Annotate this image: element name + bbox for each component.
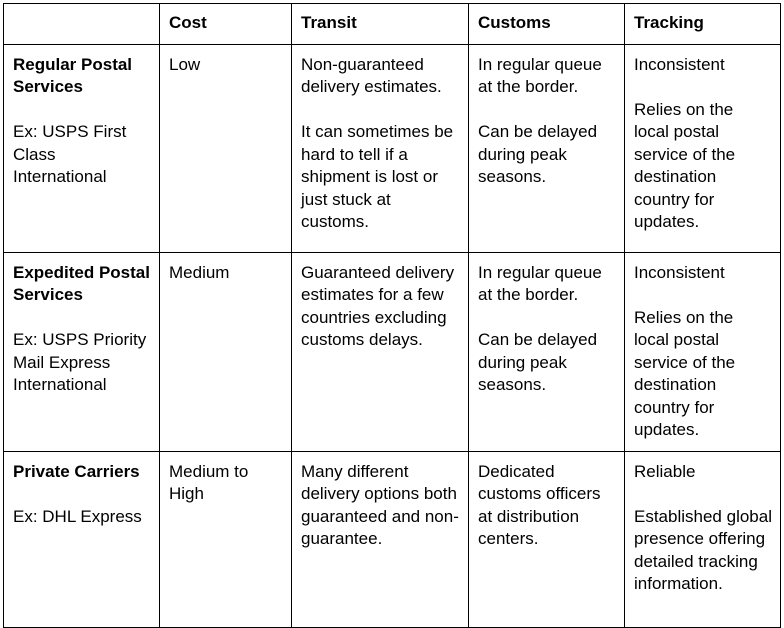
service-cell [4, 252, 160, 451]
header-tracking: Tracking [625, 4, 781, 45]
transit-text: Guaranteed delivery estimates for a few countries excluding customs delays. [301, 262, 455, 349]
service-name: Regular Postal Services [13, 54, 133, 96]
customs-cell [469, 252, 625, 451]
cost-cell [160, 44, 292, 252]
header-cost: Cost [160, 4, 292, 45]
table-row [4, 451, 781, 627]
header-empty-cell [4, 4, 160, 45]
shipping-comparison-table [3, 3, 781, 628]
tracking-text: Inconsistent [634, 54, 725, 74]
header-transit: Transit [292, 4, 469, 45]
header-row [4, 4, 781, 45]
service-cell [4, 44, 160, 252]
service-example: Ex: USPS Priority Mail Express International [13, 330, 147, 394]
service-name: Private Carriers [13, 461, 140, 481]
table-row [4, 252, 781, 451]
service-cell [4, 451, 160, 627]
customs-text: In regular queue at the border. [478, 262, 602, 304]
service-example: Ex: DHL Express [13, 506, 142, 526]
transit-text: It can sometimes be hard to tell if a shipment is lost or just stuck at customs. [301, 122, 454, 231]
tracking-cell [625, 451, 781, 627]
transit-text: Many different delivery options both guaranteed and non-guarantee. [301, 461, 459, 548]
cost-cell [160, 252, 292, 451]
tracking-text: Established global presence offering detailed tracking information. [634, 506, 772, 593]
table-row [4, 44, 781, 252]
tracking-text: Relies on the local postal service of the destination country for updates. [634, 307, 736, 439]
transit-text: Non-guaranteed delivery estimates. [301, 54, 442, 96]
tracking-text: Relies on the local postal service of the destination country for updates. [634, 99, 736, 231]
customs-text: Can be delayed during peak seasons. [478, 330, 598, 394]
cost-cell [160, 451, 292, 627]
customs-text: Dedicated customs officers at distribution centers. [478, 461, 601, 548]
header-customs: Customs [469, 4, 625, 45]
transit-cell [292, 44, 469, 252]
tracking-cell [625, 252, 781, 451]
customs-cell [469, 44, 625, 252]
customs-text: Can be delayed during peak seasons. [478, 122, 598, 186]
customs-text: In regular queue at the border. [478, 54, 602, 96]
transit-cell [292, 451, 469, 627]
tracking-text: Inconsistent [634, 262, 725, 282]
cost-text: Medium to High [169, 461, 249, 503]
customs-cell [469, 451, 625, 627]
service-example: Ex: USPS First Class International [13, 122, 127, 186]
tracking-cell [625, 44, 781, 252]
service-name: Expedited Postal Services [13, 262, 150, 304]
tracking-text: Reliable [634, 461, 696, 481]
transit-cell [292, 252, 469, 451]
cost-text: Low [169, 54, 201, 74]
cost-text: Medium [169, 262, 230, 282]
